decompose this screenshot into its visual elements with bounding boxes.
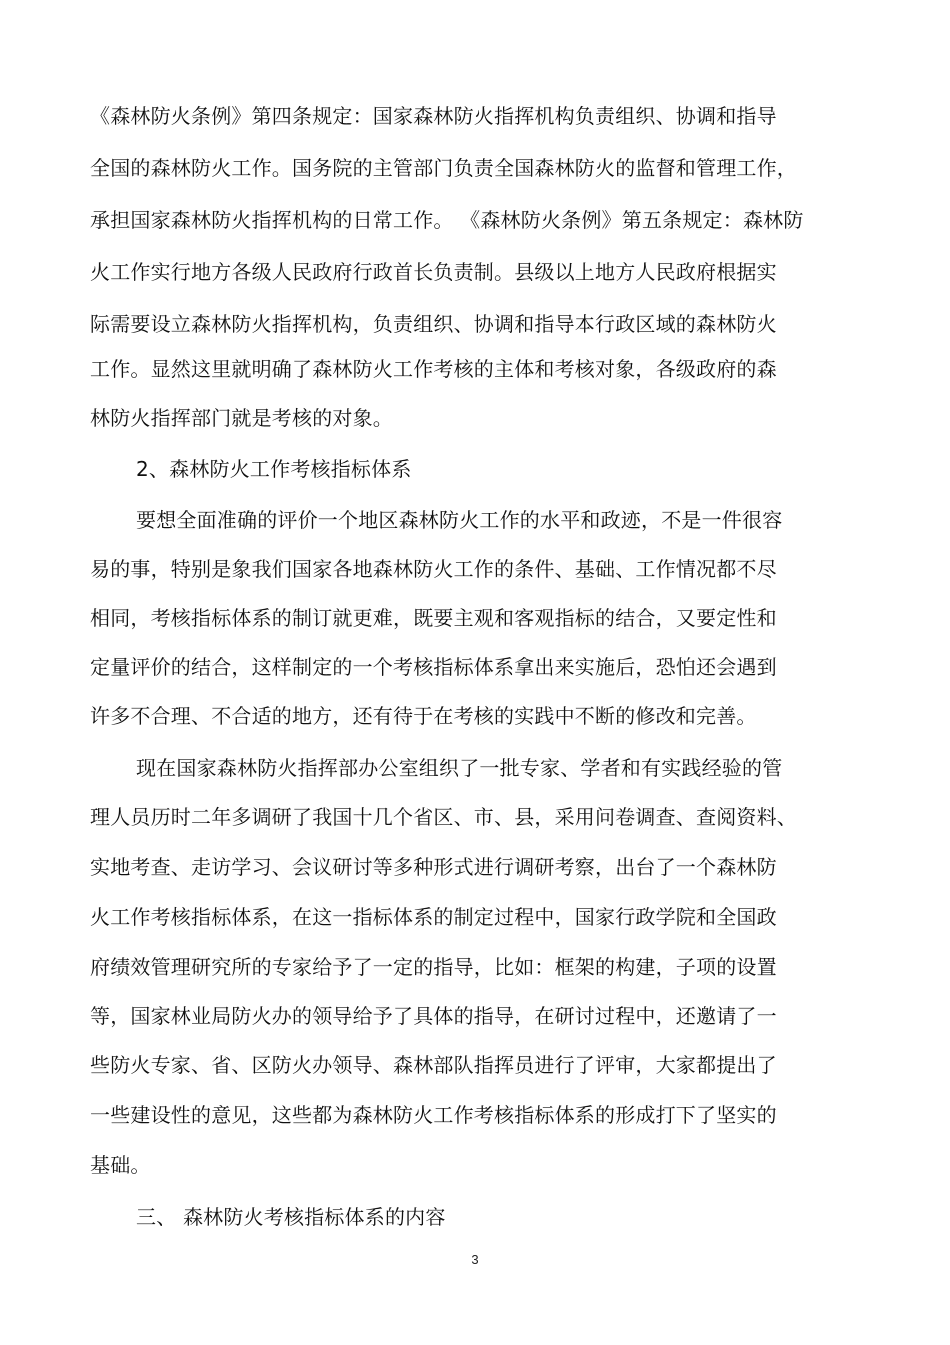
paragraph-line: 承担国家森林防火指挥机构的日常工作。 《森林防火条例》第五条规定：森林防 <box>90 208 804 232</box>
section-heading: 2、森林防火工作考核指标体系 <box>136 457 412 481</box>
paragraph-line: 实地考查、走访学习、会议研讨等多种形式进行调研考察，出台了一个森林防 <box>90 855 777 879</box>
paragraph-line: 火工作考核指标体系，在这一指标体系的制定过程中，国家行政学院和全国政 <box>90 905 777 929</box>
paragraph-line: 《森林防火条例》第四条规定：国家森林防火指挥机构负责组织、协调和指导 <box>90 104 777 128</box>
paragraph-line: 林防火指挥部门就是考核的对象。 <box>90 406 393 430</box>
paragraph-line: 全国的森林防火工作。国务院的主管部门负责全国森林防火的监督和管理工作， <box>90 156 797 180</box>
section-heading: 三、 森林防火考核指标体系的内容 <box>136 1205 446 1229</box>
page-number: 3 <box>471 1252 479 1267</box>
paragraph-line: 现在国家森林防火指挥部办公室组织了一批专家、学者和有实践经验的管 <box>136 756 783 780</box>
paragraph-line: 些防火专家、省、区防火办领导、森林部队指挥员进行了评审，大家都提出了 <box>90 1053 777 1077</box>
paragraph-line: 际需要设立森林防火指挥机构，负责组织、协调和指导本行政区域的森林防火 <box>90 312 777 336</box>
paragraph-line: 工作。显然这里就明确了森林防火工作考核的主体和考核对象，各级政府的森 <box>90 357 777 381</box>
paragraph-line: 相同，考核指标体系的制订就更难，既要主观和客观指标的结合，又要定性和 <box>90 606 777 630</box>
paragraph-line: 易的事，特别是象我们国家各地森林防火工作的条件、基础、工作情况都不尽 <box>90 557 777 581</box>
paragraph-line: 理人员历时二年多调研了我国十几个省区、市、县，采用问卷调查、查阅资料、 <box>90 805 797 829</box>
paragraph-line: 定量评价的结合，这样制定的一个考核指标体系拿出来实施后，恐怕还会遇到 <box>90 655 777 679</box>
paragraph-line: 一些建设性的意见，这些都为森林防火工作考核指标体系的形成打下了坚实的 <box>90 1103 777 1127</box>
paragraph-line: 火工作实行地方各级人民政府行政首长负责制。县级以上地方人民政府根据实 <box>90 260 777 284</box>
paragraph-line: 许多不合理、不合适的地方，还有待于在考核的实践中不断的修改和完善。 <box>90 704 757 728</box>
paragraph-line: 府绩效管理研究所的专家给予了一定的指导，比如：框架的构建，子项的设置 <box>90 955 777 979</box>
paragraph-line: 基础。 <box>90 1153 151 1177</box>
paragraph-line: 等，国家林业局防火办的领导给予了具体的指导，在研讨过程中，还邀请了一 <box>90 1004 777 1028</box>
paragraph-line: 要想全面准确的评价一个地区森林防火工作的水平和政迹，不是一件很容 <box>136 508 783 532</box>
